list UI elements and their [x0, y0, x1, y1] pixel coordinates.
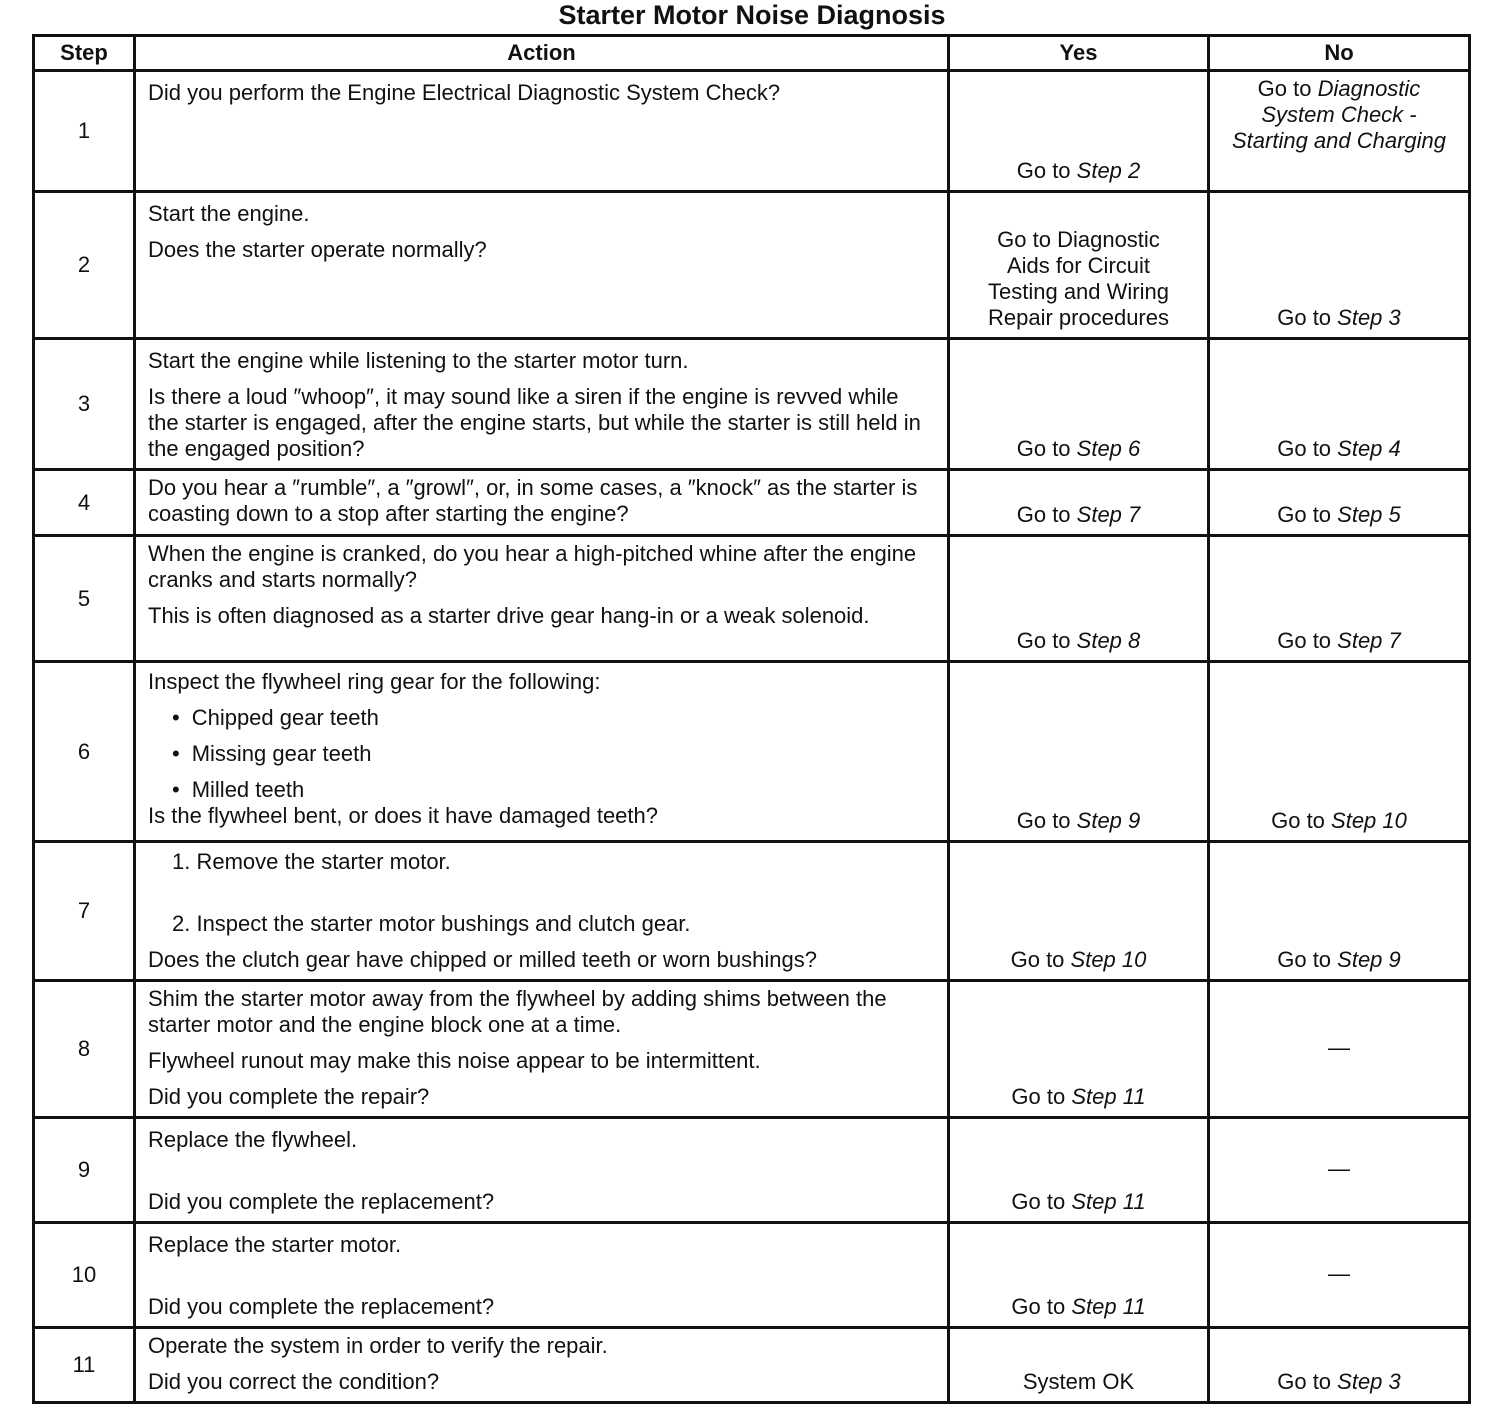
no-cell — [1209, 662, 1470, 842]
table-row — [34, 470, 1470, 536]
action-cell — [135, 71, 949, 192]
table-row — [34, 842, 1470, 981]
action-cell — [135, 192, 949, 339]
no-text: Go to — [1277, 502, 1338, 527]
yes-cell — [949, 1328, 1209, 1403]
table-row — [34, 662, 1470, 842]
no-cell — [1209, 339, 1470, 470]
action-question: Did you complete the replacement? — [148, 1294, 495, 1319]
no-cell — [1209, 1223, 1470, 1328]
no-text: Go to — [1277, 628, 1338, 653]
action-cell — [135, 662, 949, 842]
yes-step-ref: Step 11 — [1071, 1294, 1146, 1319]
table-row — [34, 71, 1470, 192]
no-ref: Starting and Charging — [1231, 128, 1447, 153]
action-cell — [135, 1118, 949, 1223]
action-text: Did you perform the Engine Electrical Diagnostic System Check? — [148, 80, 781, 105]
action-cell — [135, 1328, 949, 1403]
action-question: Is there a loud ″whoop″, it may sound like a siren if the engine is revved while the starter is engaged, after the engine starts, but while the starter is still held in the engaged position? — [148, 384, 921, 461]
action-text: Replace the flywheel. — [148, 1127, 358, 1152]
action-question: Is the flywheel bent, or does it have damaged teeth? — [148, 803, 658, 828]
yes-cell — [949, 192, 1209, 339]
header-yes: Yes — [949, 36, 1209, 71]
step-number: 2 — [34, 192, 135, 339]
yes-cell — [949, 1118, 1209, 1223]
action-cell — [135, 470, 949, 536]
step-number: 6 — [34, 662, 135, 842]
no-text: Go to — [1277, 436, 1338, 461]
yes-text: Go to — [1016, 436, 1077, 461]
no-text: Go to — [1257, 76, 1318, 101]
yes-text: System OK — [1022, 1369, 1135, 1394]
no-text: Go to — [1277, 1369, 1338, 1394]
no-cell — [1209, 470, 1470, 536]
table-row — [34, 1223, 1470, 1328]
diagnosis-table — [32, 34, 1471, 1404]
yes-step-ref: Step 6 — [1076, 436, 1141, 461]
table-row — [34, 1328, 1470, 1403]
no-cell — [1209, 1118, 1470, 1223]
no-ref: Diagnostic — [1317, 76, 1421, 101]
no-step-ref: Step 5 — [1337, 502, 1401, 527]
numbered-item: 1. Remove the starter motor. — [172, 849, 451, 874]
yes-cell — [949, 1223, 1209, 1328]
action-text: Operate the system in order to verify the repair. — [148, 1333, 608, 1358]
step-number: 5 — [34, 536, 135, 662]
yes-step-ref: Step 2 — [1076, 158, 1141, 183]
step-number: 4 — [34, 470, 135, 536]
yes-step-ref: Step 8 — [1076, 628, 1141, 653]
yes-step-ref: Step 11 — [1071, 1189, 1146, 1214]
action-question: Does the clutch gear have chipped or milled teeth or worn bushings? — [148, 947, 817, 972]
page-title: Starter Motor Noise Diagnosis — [558, 0, 946, 30]
yes-text: Repair procedures — [988, 305, 1169, 330]
action-text: Start the engine. — [148, 201, 310, 226]
no-step-ref: Step 3 — [1337, 1369, 1401, 1394]
no-dash: — — [1328, 1035, 1350, 1060]
yes-text: Go to — [1016, 158, 1077, 183]
header-action: Action — [135, 36, 949, 71]
yes-text: Aids for Circuit — [1006, 253, 1151, 278]
yes-cell — [949, 71, 1209, 192]
no-text: Go to — [1277, 947, 1338, 972]
yes-text: Go to — [1011, 1084, 1072, 1109]
yes-text: Go to — [1016, 502, 1077, 527]
action-text: Start the engine while listening to the starter motor turn. — [148, 348, 689, 373]
action-text: Replace the starter motor. — [148, 1232, 402, 1257]
yes-text: Go to — [1011, 1189, 1072, 1214]
table-row — [34, 981, 1470, 1118]
step-number: 1 — [34, 71, 135, 192]
yes-step-ref: Step 9 — [1076, 808, 1141, 833]
table-row — [34, 192, 1470, 339]
yes-cell — [949, 662, 1209, 842]
yes-text: Go to — [1016, 628, 1077, 653]
no-step-ref: Step 3 — [1337, 305, 1401, 330]
bullet-item: • Milled teeth — [172, 777, 935, 803]
no-cell — [1209, 192, 1470, 339]
action-question: Do you hear a ″rumble″, a ″growl″, or, in some cases, a ″knock″ as the starter is coasting down to a stop after starting the engine? — [148, 475, 918, 526]
table-row — [34, 536, 1470, 662]
no-cell — [1209, 536, 1470, 662]
yes-cell — [949, 981, 1209, 1118]
action-cell — [135, 536, 949, 662]
step-number: 9 — [34, 1118, 135, 1223]
table-row — [34, 1118, 1470, 1223]
no-dash: — — [1328, 1261, 1350, 1286]
header-no: No — [1209, 36, 1470, 71]
yes-cell — [949, 470, 1209, 536]
yes-cell — [949, 536, 1209, 662]
no-step-ref: Step 4 — [1337, 436, 1401, 461]
action-text: Inspect the flywheel ring gear for the following: — [148, 669, 601, 694]
no-step-ref: Step 9 — [1337, 947, 1401, 972]
yes-text: Go to — [1011, 1294, 1072, 1319]
yes-text: Go to — [1010, 947, 1071, 972]
no-ref: System Check - — [1261, 102, 1417, 127]
action-cell — [135, 842, 949, 981]
yes-text: Go to Diagnostic — [997, 227, 1160, 252]
numbered-item: 2. Inspect the starter motor bushings and clutch gear. — [172, 911, 691, 936]
no-text: Go to — [1271, 808, 1332, 833]
action-cell — [135, 981, 949, 1118]
step-number: 7 — [34, 842, 135, 981]
no-text: Go to — [1277, 305, 1338, 330]
step-number: 11 — [34, 1328, 135, 1403]
no-cell — [1209, 842, 1470, 981]
no-cell — [1209, 71, 1470, 192]
action-question: Did you correct the condition? — [148, 1369, 440, 1394]
action-question: Does the starter operate normally? — [148, 237, 487, 262]
table-header-row — [34, 36, 1470, 71]
no-step-ref: Step 10 — [1331, 808, 1407, 833]
bullet-item: • Chipped gear teeth — [172, 705, 935, 731]
step-number: 8 — [34, 981, 135, 1118]
step-number: 3 — [34, 339, 135, 470]
yes-step-ref: Step 11 — [1071, 1084, 1146, 1109]
no-step-ref: Step 7 — [1337, 628, 1401, 653]
action-question: When the engine is cranked, do you hear a high-pitched whine after the engine cranks and starts normally? — [148, 541, 917, 592]
step-number: 10 — [34, 1223, 135, 1328]
no-cell — [1209, 1328, 1470, 1403]
action-cell — [135, 1223, 949, 1328]
action-cell — [135, 339, 949, 470]
no-dash: — — [1328, 1156, 1350, 1181]
action-text: Shim the starter motor away from the flywheel by adding shims between the starter motor and the engine block one at a time. — [148, 986, 887, 1037]
table-row — [34, 339, 1470, 470]
action-note: Flywheel runout may make this noise appear to be intermittent. — [148, 1048, 761, 1073]
action-question: Did you complete the repair? — [148, 1084, 430, 1109]
action-note: This is often diagnosed as a starter drive gear hang-in or a weak solenoid. — [148, 603, 870, 628]
yes-text: Go to — [1016, 808, 1077, 833]
action-question: Did you complete the replacement? — [148, 1189, 495, 1214]
bullet-item: • Missing gear teeth — [172, 741, 935, 767]
header-step: Step — [34, 36, 135, 71]
yes-cell — [949, 339, 1209, 470]
no-cell — [1209, 981, 1470, 1118]
yes-step-ref: Step 10 — [1070, 947, 1147, 972]
yes-step-ref: Step 7 — [1076, 502, 1141, 527]
yes-cell — [949, 842, 1209, 981]
yes-text: Testing and Wiring — [988, 279, 1169, 304]
